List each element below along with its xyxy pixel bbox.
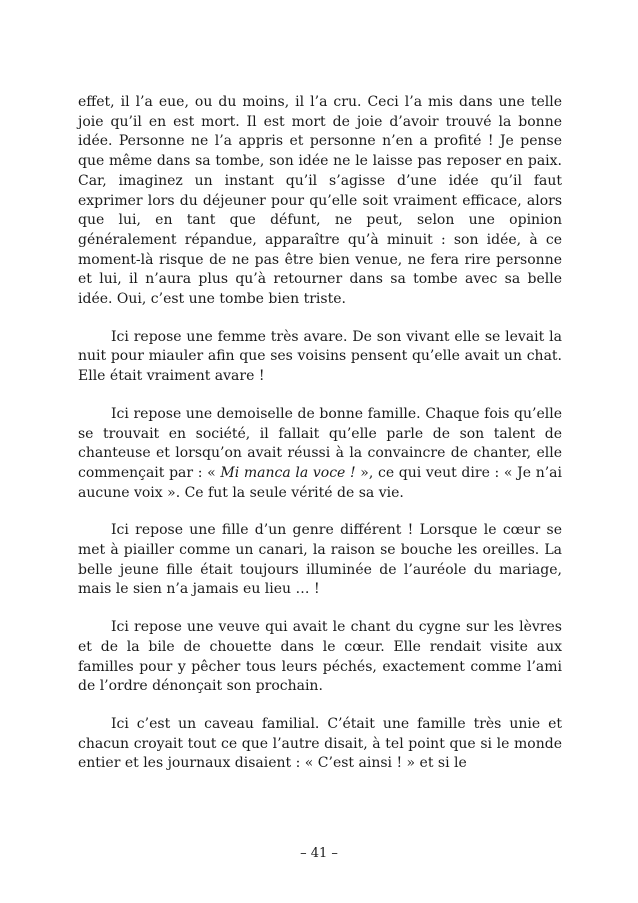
paragraph-demoiselle [78,405,562,504]
paragraph-caveau: Ici c’est un caveau familial. C’était une famille très unie et chacun croyait tout ce que l’autre disait, à tel point que si le monde entier et les journaux disaient : « C’est ainsi ! » et si le [78,715,562,772]
paragraph-idea-tomb: effet, il l’a eue, ou du moins, il l’a cru. Ceci l’a mis dans une telle joie qu’il en est mort. Il est mort de joie d’avoir trouvé la bonne idée. Personne ne l’a appris et personne n’en a profité ! Je pense que même dans sa tombe, son idée ne le laisse pas reposer en paix. Car, imaginez un instant qu’il s’agisse d’une idée qu’il faut exprimer lors du déjeuner pour qu’elle soit vraiment efficace, alors que lui, en tant que défunt, ne peut, selon une opinion généralement répandue, apparaître qu’à minuit : son idée, à ce moment-là risque de ne pas être bien venue, ne fera rire personne et lui, il n’aura plus qu’à retourner dans sa tombe avec sa belle idée. Oui, c’est une tombe bien triste. [78,94,562,308]
page-number: – 41 – [300,846,338,861]
paragraph-jeune-fille: Ici repose une fille d’un genre différent ! Lorsque le cœur se met à piailler comme un canari, la raison se bouche les oreilles. La belle jeune fille était toujours illuminée de l’auréole du mariage, mais le sien n’a jamais eu lieu … ! [78,522,562,598]
paragraph-veuve: Ici repose une veuve qui avait le chant du cygne sur les lèvres et de la bile de chouette dans le cœur. Elle rendait visite aux familles pour y pêcher tous leurs péchés, exactement comme l’ami de l’ordre dénonçait son prochain. [78,619,562,695]
paragraph-avare: Ici repose une femme très avare. De son vivant elle se levait la nuit pour miauler afin que ses voisins pensent qu’elle avait un chat. Elle était vraiment avare ! [78,328,562,385]
paragraph-demoiselle-after: », ce qui veut dire : « Je n’ai aucune voix ». Ce fut la seule vérité de sa vie. [78,464,563,501]
italic-quote: Mi manca la voce ! [220,464,356,481]
page-body [78,93,562,792]
paragraph-demoiselle-before: Ici repose une demoiselle de bonne famille. Chaque fois qu’elle se trouvait en société, il fallait qu’elle parle de son talent de chanteuse et lorsqu’on avait réussi à la convaincre de chanter, elle commençait par : « [78,405,562,481]
